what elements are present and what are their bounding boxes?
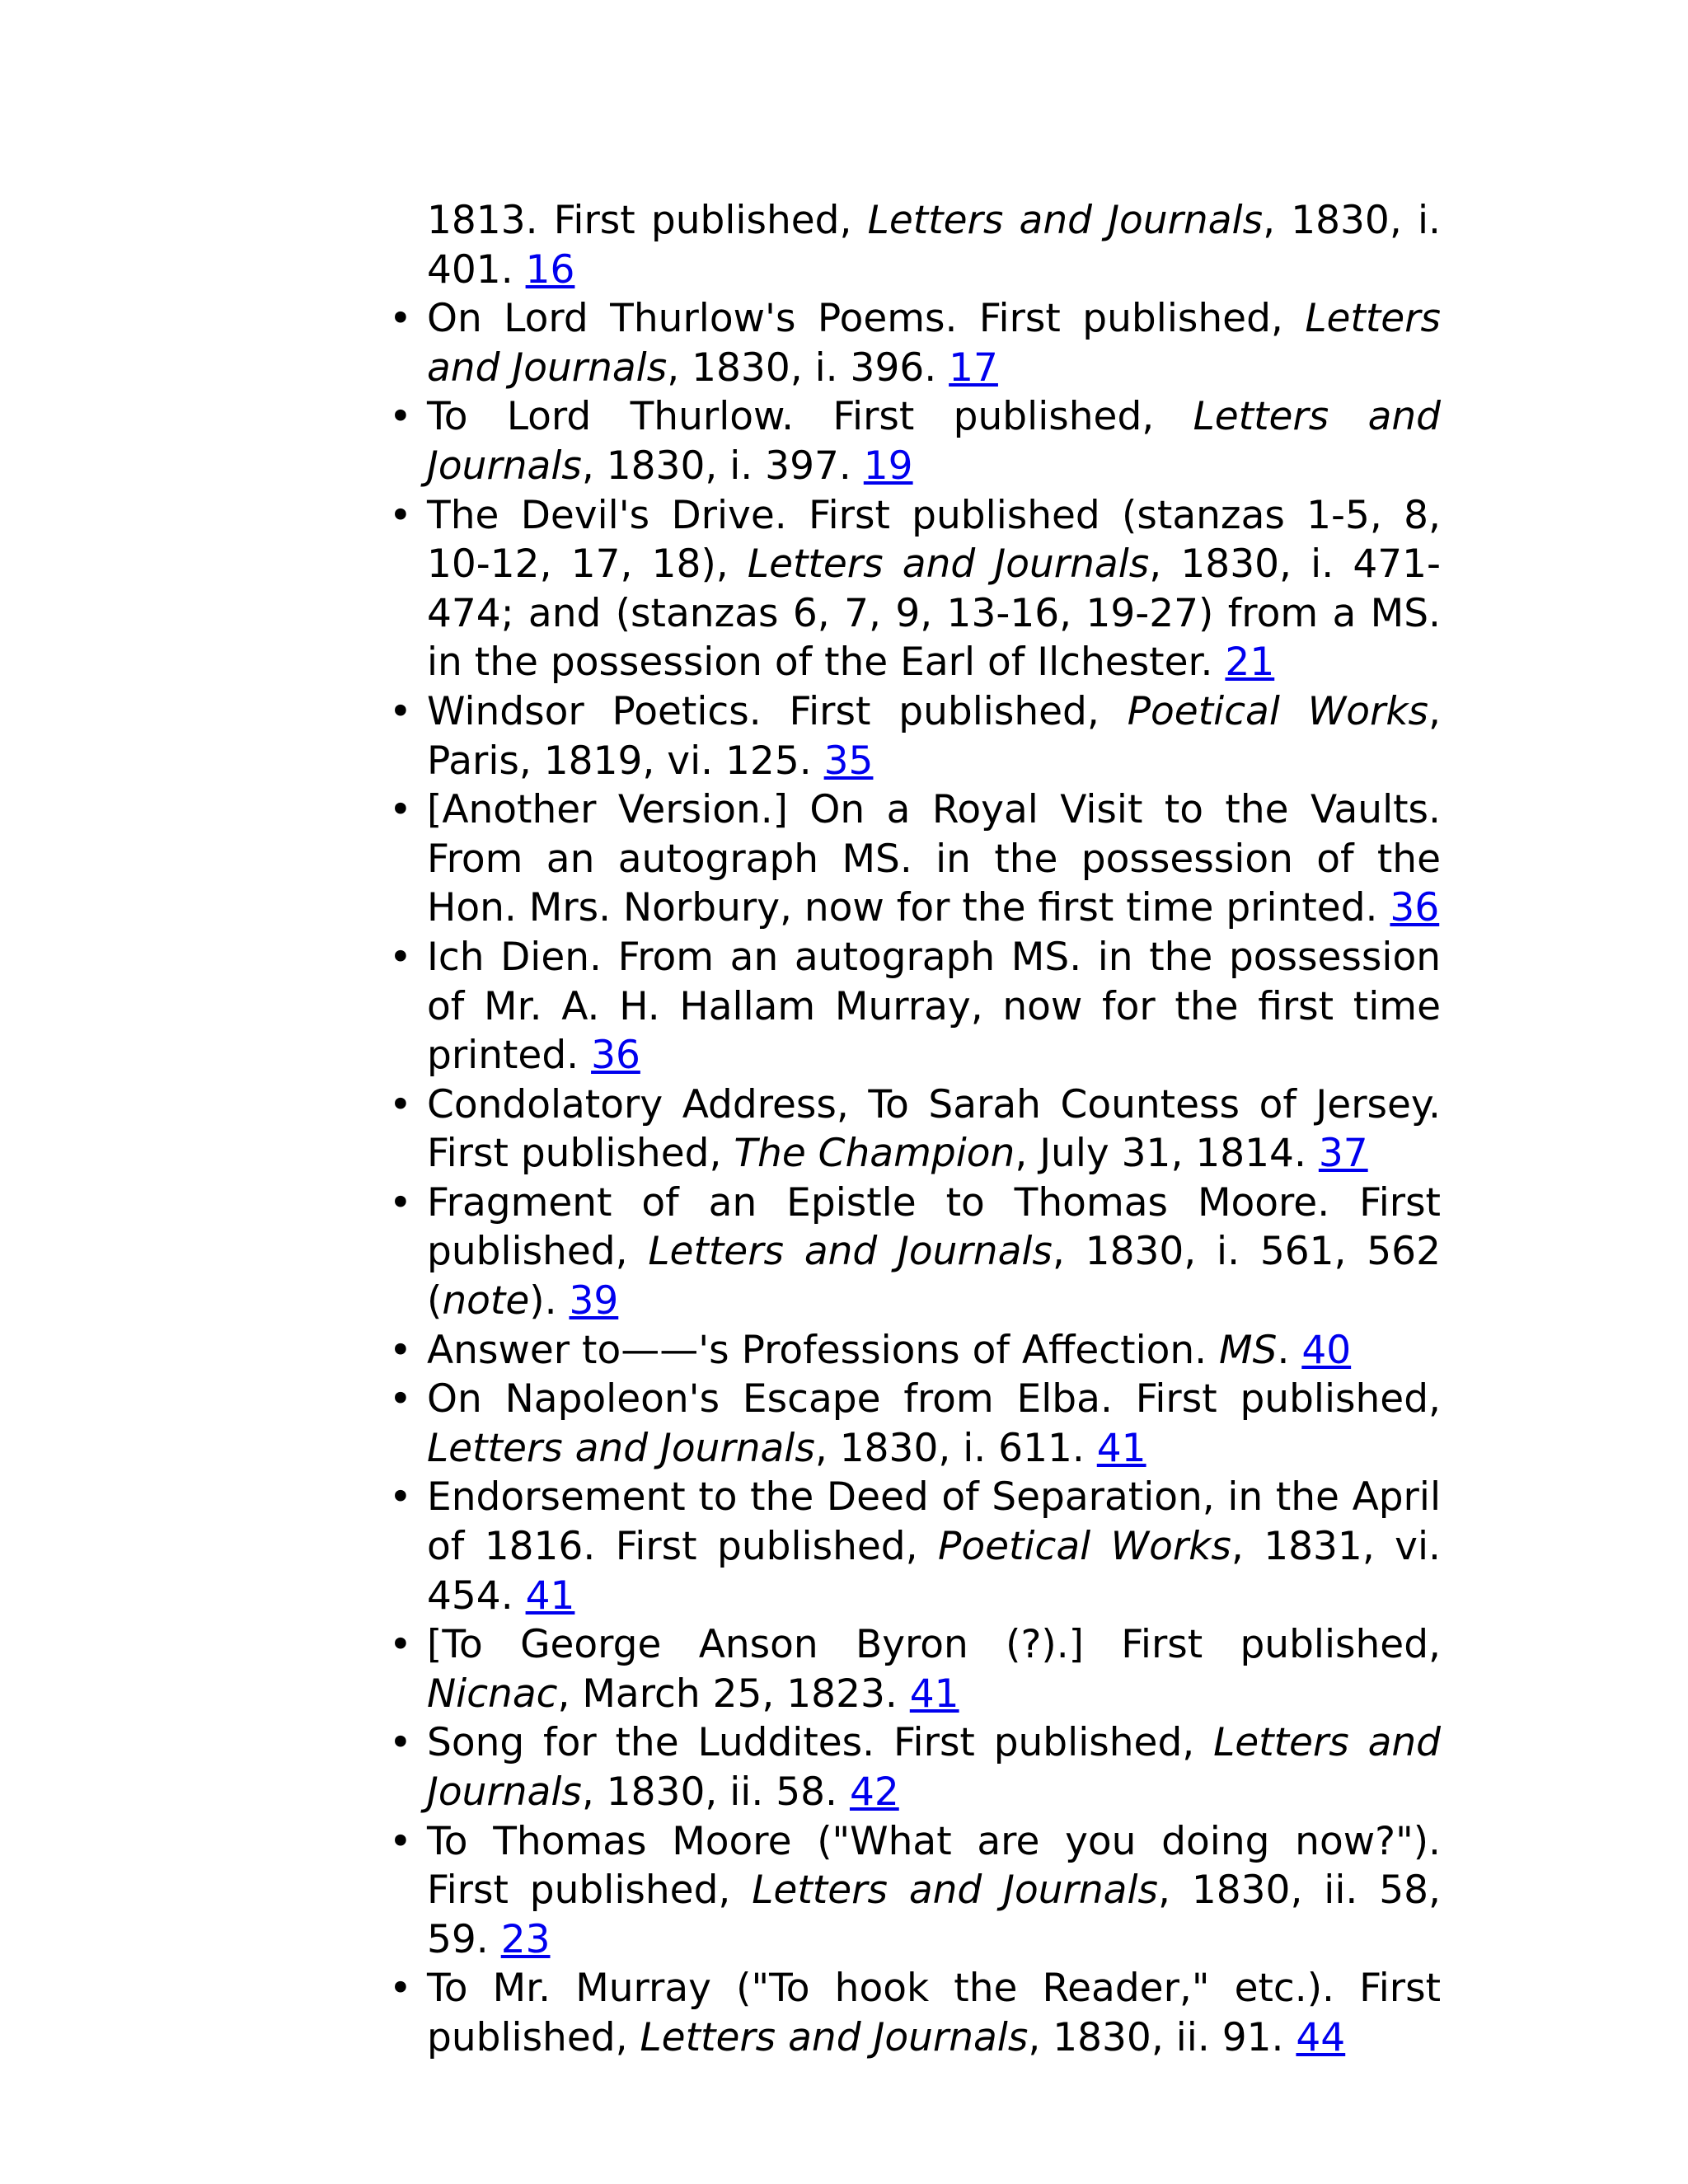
bullet-icon: • <box>389 1474 412 1521</box>
entry-text: Answer to——'s Professions of Affection. <box>427 1327 1220 1373</box>
entry-text: [To George Anson Byron (?).] First published, <box>427 1622 1441 1668</box>
entry-text: Windsor Poetics. First published, <box>427 688 1128 734</box>
entry-text: To Lord Thurlow. First published, <box>427 394 1193 440</box>
entry-text: , 1830, i. 611. <box>814 1425 1097 1471</box>
entry-text: , 1830, i. 401. <box>427 198 1441 293</box>
entry-title: Nicnac <box>427 1671 558 1717</box>
entry-text: The Devil's Drive. First published (stanzas 1-5, 8, 10-12, 17, 18), <box>427 492 1441 588</box>
entry-text: Endorsement to the Deed of Separation, in the April of 1816. First published, <box>427 1474 1441 1570</box>
bullet-icon: • <box>389 296 412 342</box>
entry-text: Ich Dien. From an autograph MS. in the possession of Mr. A. H. Hallam Murray, now for the first time printed. <box>427 934 1441 1079</box>
list-item <box>389 1620 1441 1718</box>
bullet-icon: • <box>389 1818 412 1864</box>
entry-text: , 1831, vi. 454. <box>427 1524 1441 1619</box>
list-item <box>389 687 1441 785</box>
entry-text: 1813. First published, <box>427 198 868 243</box>
list-item <box>389 392 1442 490</box>
entry-text: , 1830, i. 561, 562 ( <box>427 1229 1441 1324</box>
list-item <box>389 933 1441 1080</box>
page-link[interactable]: 17 <box>949 344 998 391</box>
list-item <box>389 1473 1441 1620</box>
page-link[interactable]: 41 <box>1096 1425 1146 1471</box>
entry-text: To Mr. Murray ("To hook the Reader," etc.). First published, <box>427 1966 1441 2060</box>
entry-list <box>389 294 1442 2062</box>
bullet-icon: • <box>389 1327 412 1373</box>
contents-page <box>389 196 1442 2063</box>
page-link[interactable]: 36 <box>591 1033 640 1079</box>
page-link[interactable]: 42 <box>849 1769 899 1815</box>
bullet-icon: • <box>389 1622 412 1668</box>
entry-note: note <box>442 1278 530 1324</box>
entry-title: Letters and Journals <box>427 1720 1442 1815</box>
list-item <box>389 1080 1441 1179</box>
entry-text: , 1830, i. 397. <box>581 443 864 489</box>
entry-title: Letters and Journals <box>648 1229 1053 1275</box>
entry-text: Song for the Luddites. First published, <box>427 1720 1214 1766</box>
entry-text: , 1830, i. 471-474; and (stanzas 6, 7, 9, 13-16, 19-27) from a MS. in the possession of the Earl of Ilchester. <box>427 541 1441 686</box>
entry-text: , 1830, ii. 91. <box>1028 2014 1296 2060</box>
list-item <box>389 294 1441 392</box>
page-link[interactable]: 23 <box>500 1916 551 1962</box>
entry-text: , 1830, ii. 58, 59. <box>427 1868 1441 1962</box>
bullet-icon: • <box>389 934 412 980</box>
list-item <box>389 1179 1441 1326</box>
page-link[interactable]: 35 <box>823 738 874 784</box>
bullet-icon: • <box>389 394 412 440</box>
list-item <box>389 1326 1441 1376</box>
list-item <box>389 1375 1441 1473</box>
entry-text: , July 31, 1814. <box>1015 1131 1319 1177</box>
entry-text: On Lord Thurlow's Poems. First published, <box>427 296 1306 342</box>
entry-title: Letters and Journals <box>640 2014 1029 2060</box>
page-link[interactable]: 16 <box>525 246 575 293</box>
entry-title: Letters and Journals <box>427 394 1442 489</box>
entry-title: Letters and Journals <box>867 198 1264 243</box>
entry-title: Letters and Journals <box>427 1425 815 1471</box>
list-item <box>389 785 1441 933</box>
entry-text: , 1830, ii. 58. <box>581 1769 850 1815</box>
page-link[interactable]: 19 <box>863 443 913 489</box>
entry-title: Poetical Works <box>937 1524 1231 1570</box>
bullet-icon: • <box>389 688 412 734</box>
entry-text: . <box>1277 1327 1302 1373</box>
entry-text: Condolatory Address, To Sarah Countess of Jersey. First published, <box>427 1081 1441 1177</box>
list-item <box>389 1964 1441 2062</box>
page-link[interactable]: 41 <box>525 1572 575 1619</box>
page-link[interactable]: 36 <box>1390 885 1440 931</box>
bullet-icon: • <box>389 492 412 538</box>
entry-text: , Paris, 1819, vi. 125. <box>427 688 1441 784</box>
list-item <box>389 1718 1442 1816</box>
entry-text: , 1830, i. 396. <box>667 344 950 391</box>
entry-title: Poetical Works <box>1127 688 1429 734</box>
bullet-icon: • <box>389 787 412 833</box>
list-item <box>389 1817 1441 1965</box>
entry-title: The Champion <box>734 1131 1015 1177</box>
page-link[interactable]: 21 <box>1225 640 1275 686</box>
bullet-icon: • <box>389 1081 412 1127</box>
page-link[interactable]: 44 <box>1296 2014 1346 2060</box>
list-item <box>389 491 1441 687</box>
entry-title: Letters and Journals <box>427 296 1441 391</box>
bullet-icon: • <box>389 1720 412 1766</box>
continued-entry <box>427 196 1441 294</box>
entry-text: Fragment of an Epistle to Thomas Moore. First published, <box>427 1179 1441 1275</box>
entry-text: To Thomas Moore ("What are you doing now?"). First published, <box>427 1818 1441 1914</box>
page-link[interactable]: 41 <box>909 1671 959 1717</box>
bullet-icon: • <box>389 1966 412 2012</box>
page-link[interactable]: 39 <box>569 1278 619 1324</box>
entry-text: ). <box>529 1278 570 1324</box>
entry-text: , March 25, 1823. <box>557 1671 910 1717</box>
bullet-icon: • <box>389 1179 412 1226</box>
entry-title: Letters and Journals <box>747 541 1150 588</box>
entry-title: Letters and Journals <box>752 1868 1159 1914</box>
entry-title: MS <box>1219 1327 1278 1373</box>
entry-text: On Napoleon's Escape from Elba. First published, <box>427 1376 1441 1422</box>
page-link[interactable]: 37 <box>1318 1131 1368 1177</box>
bullet-icon: • <box>389 1376 412 1422</box>
page-link[interactable]: 40 <box>1301 1327 1352 1373</box>
entry-text: [Another Version.] On a Royal Visit to the Vaults. From an autograph MS. in the possession of the Hon. Mrs. Norbury, now for the first time printed. <box>427 787 1441 931</box>
